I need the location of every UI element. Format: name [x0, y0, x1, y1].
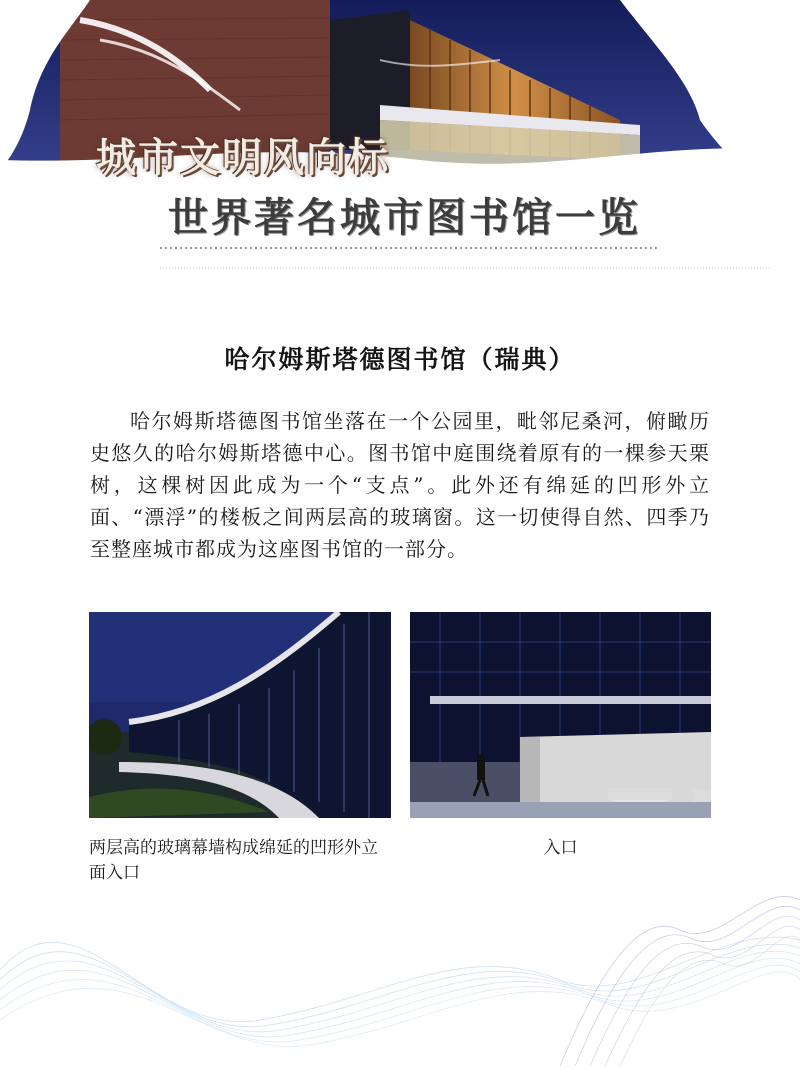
photo-entrance	[410, 612, 711, 818]
caption-entrance: 入口	[543, 838, 578, 858]
photo-curved-facade	[89, 612, 391, 818]
banner-title: 世界著名城市图书馆一览	[168, 195, 641, 241]
banner-kicker: 城市文明风向标	[96, 135, 390, 181]
decorative-wave-lines	[0, 820, 800, 1066]
article-title: 哈尔姆斯塔德图书馆（瑞典）	[224, 345, 576, 374]
article-body: 哈尔姆斯塔德图书馆坐落在一个公园里，毗邻尼桑河，俯瞰历史悠久的哈尔姆斯塔德中心。图书馆中庭围绕着原有的一棵参天栗树，这棵树因此成为一个“支点”。此外还有绵延的凹形外立面、“漂浮”的楼板之间两层高的玻璃窗。这一切使得自然、四季乃至整座城市都成为这座图书馆的一部分。	[90, 409, 710, 561]
header-banner	[0, 0, 800, 290]
caption-curved-facade: 两层高的玻璃幕墙构成绵延的凹形外立面入口	[89, 838, 378, 883]
